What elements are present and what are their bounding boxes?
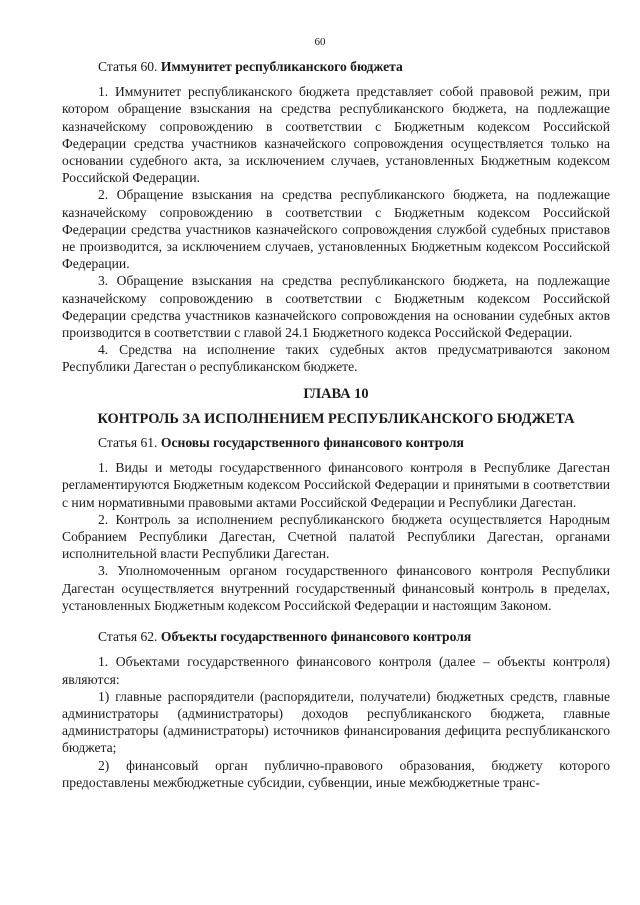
article-62-prefix: Статья 62. (98, 629, 158, 645)
article-61-title: Основы государственного финансового контроля (160, 435, 464, 451)
article-61-heading (62, 434, 610, 451)
article-60-prefix: Статья 60. (98, 59, 158, 74)
chapter-title: КОНТРОЛЬ ЗА ИСПОЛНЕНИЕМ РЕСПУБЛИКАНСКОГО БЮДЖЕТА (97, 410, 575, 427)
article-60-paragraph: 4. Средства на исполнение таких судебных актов предусматриваются законом Республики Дагестан о республиканском бюджете. (62, 342, 610, 375)
article-60-paragraph: 1. Иммунитет республиканского бюджета представляет собой правовой режим, при котором обращение взыскания на средства республиканского бюджета, на подлежащие казначейскому сопровождению в соответствии с Бюджетным кодексом Российской Федерации средства участников казначейского сопровождения осуществляется только на основании судебного акта, за исключением случаев, установленных Бюджетным кодексом Российской Федерации. (62, 84, 610, 186)
article-61-prefix: Статья 61. (98, 435, 158, 451)
article-62-title: Объекты государственного финансового контроля (160, 629, 472, 645)
article-61-paragraph: 2. Контроль за исполнением республиканского бюджета осуществляется Народным Собранием Республики Дагестан, Счетной палатой Республики Дагестан, органами исполнительной власти Республики Дагестан. (62, 511, 610, 562)
article-62-paragraph: 1. Объектами государственного финансового контроля (далее – объекты контроля) являются: (62, 654, 610, 687)
article-61-paragraph: 1. Виды и методы государственного финансового контроля в Республике Дагестан регламентируются Бюджетным кодексом Российской Федерации и принятыми в соответствии с ним нормативными правовыми актами Российской Федерации и Республики Дагестан. (62, 460, 610, 510)
document-content (62, 58, 610, 791)
article-61-paragraph: 3. Уполномоченным органом государственного финансового контроля Республики Дагестан осуществляется внутренний государственный финансовый контроль в пределах, установленных Бюджетным кодексом Российской Федерации и настоящим Законом. (62, 563, 610, 613)
article-62-paragraph: 1) главные распорядители (распорядители, получатели) бюджетных средств, главные администраторы (администраторы) доходов республиканского бюджета, главные администраторы (администраторы) источников финансирования дефицита республиканского бюджета; (62, 688, 610, 756)
chapter-number: ГЛАВА 10 (303, 385, 369, 402)
article-62-paragraph: 2) финансовый орган публично-правового образования, бюджету которого предоставлены межбюджетные субсидии, субвенции, иные межбюджетные транс- (62, 757, 610, 790)
article-60-title: Иммунитет республиканского бюджета (160, 59, 403, 74)
article-62-heading (62, 628, 610, 645)
page-number: 60 (314, 36, 326, 48)
article-60-paragraph: 3. Обращение взыскания на средства республиканского бюджета, на подлежащие казначейскому сопровождению в соответствии с Бюджетным кодексом Российской Федерации средства участников казначейского сопровождения на основании судебных актов производится в соответствии с главой 24.1 Бюджетного кодекса Российской Федерации. (62, 273, 610, 341)
article-60-paragraph: 2. Обращение взыскания на средства республиканского бюджета, на подлежащие казначейскому сопровождению в соответствии с Бюджетным кодексом Российской Федерации средства участников казначейского сопровождения службой судебных приставов не производится, за исключением случаев, установленных Бюджетным кодексом Российской Федерации. (62, 187, 610, 272)
article-60-heading (62, 58, 610, 75)
